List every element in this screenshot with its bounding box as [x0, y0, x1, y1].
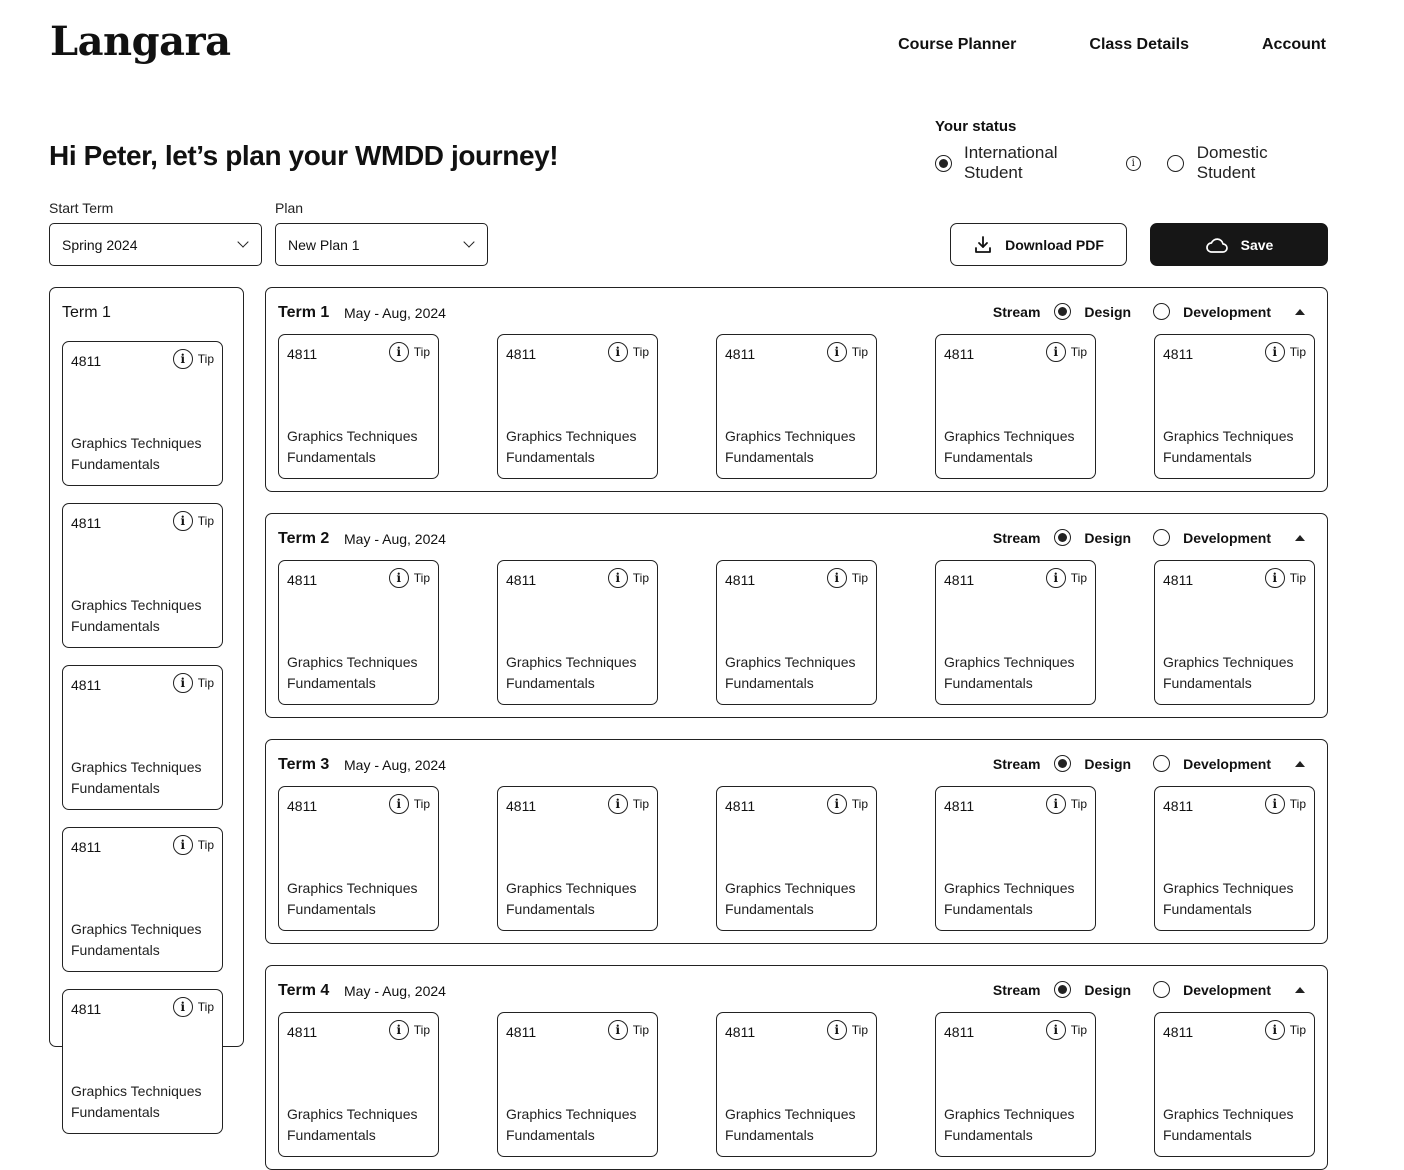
tip-button[interactable]	[1046, 568, 1087, 588]
course-name	[71, 433, 201, 475]
tip-button[interactable]	[608, 794, 649, 814]
term-panel	[265, 739, 1328, 944]
course-name-line: Graphics Techniques	[1163, 428, 1294, 444]
course-card[interactable]	[62, 503, 223, 648]
sidebar-title: Term 1	[62, 304, 111, 321]
nav-class-details[interactable]: Class Details	[1089, 36, 1189, 53]
course-card[interactable]	[497, 1012, 658, 1157]
start-term-value: Spring 2024	[62, 236, 138, 253]
course-card[interactable]	[716, 786, 877, 931]
course-name	[944, 426, 1074, 468]
course-card[interactable]	[278, 1012, 439, 1157]
course-code: 4811	[1163, 346, 1194, 362]
tip-label: Tip	[413, 345, 430, 359]
tip-label: Tip	[1070, 345, 1087, 359]
top-nav	[898, 36, 1326, 54]
course-name	[725, 1104, 855, 1146]
course-name-line: Graphics Techniques	[725, 654, 856, 670]
course-name-line: Fundamentals	[944, 675, 1033, 691]
term-dates: May - Aug, 2024	[344, 757, 446, 773]
course-name-line: Fundamentals	[944, 449, 1033, 465]
chevron-down-icon	[463, 236, 474, 247]
course-name-line: Fundamentals	[944, 1127, 1033, 1143]
course-name-line: Graphics Techniques	[725, 1106, 856, 1122]
course-name-line: Fundamentals	[944, 901, 1033, 917]
course-name-line: Fundamentals	[71, 780, 160, 796]
tip-label: Tip	[851, 797, 868, 811]
tip-label: Tip	[197, 676, 214, 690]
tip-label: Tip	[632, 571, 649, 585]
stream-design-label[interactable]: Design	[1084, 303, 1132, 320]
term-dates: May - Aug, 2024	[344, 983, 446, 999]
stream-selector	[993, 755, 1305, 772]
info-icon: i	[173, 511, 193, 531]
course-name	[506, 426, 636, 468]
course-name-line: Fundamentals	[287, 675, 376, 691]
info-icon: i	[1046, 794, 1066, 814]
course-card[interactable]	[1154, 334, 1315, 479]
stream-design-label[interactable]: Design	[1084, 755, 1132, 772]
course-name-line: Fundamentals	[287, 449, 376, 465]
course-code: 4811	[725, 572, 756, 588]
course-card[interactable]	[278, 560, 439, 705]
tip-button[interactable]	[827, 794, 868, 814]
term-title: Term 1	[278, 304, 330, 321]
stream-development-radio[interactable]	[1153, 303, 1170, 320]
download-icon	[973, 235, 993, 255]
course-name-line: Fundamentals	[725, 1127, 814, 1143]
term-title: Term 2	[278, 530, 330, 547]
info-icon: i	[827, 342, 847, 362]
course-name	[1163, 652, 1293, 694]
course-name-line: Fundamentals	[71, 1104, 160, 1120]
info-icon: i	[173, 349, 193, 369]
save-button[interactable]	[1150, 223, 1328, 266]
course-code: 4811	[1163, 798, 1194, 814]
tip-button[interactable]	[173, 835, 214, 855]
info-icon: i	[1046, 342, 1066, 362]
tip-button[interactable]	[1046, 1020, 1087, 1040]
course-code: 4811	[725, 1024, 756, 1040]
international-student-label[interactable]: International Student	[964, 143, 1058, 182]
course-name-line: Fundamentals	[506, 1127, 595, 1143]
course-code: 4811	[506, 798, 537, 814]
stream-development-label[interactable]: Development	[1183, 529, 1271, 546]
status-options	[935, 143, 1330, 183]
course-card[interactable]	[62, 665, 223, 810]
course-name-line: Graphics Techniques	[506, 1106, 637, 1122]
tip-button[interactable]	[827, 568, 868, 588]
info-icon: i	[389, 1020, 409, 1040]
course-code: 4811	[944, 572, 975, 588]
tip-label: Tip	[413, 571, 430, 585]
course-code: 4811	[1163, 1024, 1194, 1040]
stream-label: Stream	[992, 303, 1041, 320]
tip-label: Tip	[1289, 797, 1306, 811]
tip-button[interactable]	[608, 1020, 649, 1040]
info-icon: i	[608, 342, 628, 362]
tip-button[interactable]	[827, 342, 868, 362]
course-card[interactable]	[497, 334, 658, 479]
course-name	[1163, 878, 1293, 920]
stream-selector	[993, 303, 1305, 320]
info-icon[interactable]: i	[1126, 156, 1141, 171]
course-name-line: Graphics Techniques	[1163, 654, 1294, 670]
course-name	[287, 1104, 417, 1146]
info-icon: i	[608, 794, 628, 814]
sidebar-course-list	[49, 287, 244, 1120]
term-dates: May - Aug, 2024	[344, 531, 446, 547]
stream-development-radio[interactable]	[1153, 529, 1170, 546]
plan-value: New Plan 1	[288, 236, 360, 253]
tip-button[interactable]	[1265, 794, 1306, 814]
course-name	[287, 426, 417, 468]
page-title: Hi Peter, let’s plan your WMDD journey!	[49, 140, 559, 171]
course-card[interactable]	[716, 560, 877, 705]
info-icon: i	[827, 1020, 847, 1040]
tip-button[interactable]	[389, 342, 430, 362]
tip-label: Tip	[1289, 345, 1306, 359]
domestic-student-radio[interactable]	[1167, 155, 1184, 172]
course-code: 4811	[287, 346, 318, 362]
tip-label: Tip	[413, 1023, 430, 1037]
course-code: 4811	[944, 1024, 975, 1040]
stream-development-label[interactable]: Development	[1183, 755, 1271, 772]
course-name-line: Graphics Techniques	[725, 880, 856, 896]
start-term-label: Start Term	[49, 200, 114, 216]
course-code: 4811	[944, 346, 975, 362]
tip-label: Tip	[197, 514, 214, 528]
course-name-line: Fundamentals	[71, 942, 160, 958]
tip-button[interactable]	[173, 997, 214, 1017]
course-name	[71, 919, 201, 961]
stream-design-radio[interactable]	[1054, 981, 1071, 998]
course-name	[944, 652, 1074, 694]
info-icon: i	[389, 568, 409, 588]
tip-button[interactable]	[173, 673, 214, 693]
tip-button[interactable]	[173, 511, 214, 531]
download-pdf-label: Download PDF	[1005, 236, 1104, 253]
course-code: 4811	[506, 346, 537, 362]
course-code: 4811	[71, 677, 102, 693]
course-name-line: Graphics Techniques	[71, 597, 202, 613]
term-panel	[265, 287, 1328, 492]
tip-label: Tip	[632, 1023, 649, 1037]
download-pdf-button[interactable]	[950, 223, 1127, 266]
course-name	[506, 878, 636, 920]
tip-button[interactable]	[1046, 342, 1087, 362]
tip-label: Tip	[851, 1023, 868, 1037]
course-card[interactable]	[62, 341, 223, 486]
stream-design-radio[interactable]	[1054, 303, 1071, 320]
course-code: 4811	[506, 572, 537, 588]
course-name-line: Graphics Techniques	[287, 1106, 418, 1122]
stream-development-radio[interactable]	[1153, 981, 1170, 998]
course-name-line: Fundamentals	[71, 618, 160, 634]
stream-label: Stream	[992, 529, 1041, 546]
course-code: 4811	[725, 346, 756, 362]
term-panel	[265, 965, 1328, 1170]
chevron-down-icon	[237, 236, 248, 247]
course-name-line: Graphics Techniques	[71, 435, 202, 451]
course-card[interactable]	[278, 334, 439, 479]
start-term-select[interactable]	[49, 223, 262, 266]
collapse-caret-icon[interactable]	[1295, 987, 1305, 993]
course-name-line: Fundamentals	[725, 901, 814, 917]
domestic-student-label[interactable]: Domestic Student	[1196, 143, 1268, 182]
stream-design-radio[interactable]	[1054, 755, 1071, 772]
tip-button[interactable]	[389, 1020, 430, 1040]
course-name	[287, 878, 417, 920]
term-title: Term 4	[278, 982, 330, 999]
info-icon: i	[827, 794, 847, 814]
info-icon: i	[1265, 794, 1285, 814]
course-code: 4811	[506, 1024, 537, 1040]
course-name	[287, 652, 417, 694]
course-name	[71, 1081, 201, 1123]
course-name-line: Fundamentals	[506, 675, 595, 691]
tip-label: Tip	[632, 797, 649, 811]
course-name-line: Graphics Techniques	[944, 428, 1075, 444]
tip-button[interactable]	[173, 349, 214, 369]
course-name-line: Fundamentals	[1163, 675, 1252, 691]
plan-label: Plan	[275, 200, 304, 216]
course-name-line: Graphics Techniques	[287, 880, 418, 896]
tip-label: Tip	[197, 1000, 214, 1014]
course-name-line: Fundamentals	[1163, 1127, 1252, 1143]
course-name-line: Graphics Techniques	[944, 880, 1075, 896]
course-card[interactable]	[1154, 1012, 1315, 1157]
info-icon: i	[389, 794, 409, 814]
tip-label: Tip	[197, 352, 214, 366]
nav-account[interactable]: Account	[1262, 36, 1326, 53]
course-card[interactable]	[497, 786, 658, 931]
tip-button[interactable]	[608, 342, 649, 362]
tip-button[interactable]	[1265, 1020, 1306, 1040]
course-name	[506, 652, 636, 694]
course-code: 4811	[287, 798, 318, 814]
course-code: 4811	[1163, 572, 1194, 588]
course-code: 4811	[71, 515, 102, 531]
stream-label: Stream	[992, 755, 1041, 772]
course-name-line: Graphics Techniques	[287, 654, 418, 670]
course-card[interactable]	[935, 786, 1096, 931]
info-icon: i	[1046, 568, 1066, 588]
cloud-icon	[1205, 236, 1229, 254]
tip-label: Tip	[851, 345, 868, 359]
tip-button[interactable]	[1265, 342, 1306, 362]
collapse-caret-icon[interactable]	[1295, 309, 1305, 315]
course-name-line: Fundamentals	[287, 901, 376, 917]
course-code: 4811	[71, 353, 102, 369]
course-name-line: Fundamentals	[506, 901, 595, 917]
course-code: 4811	[71, 839, 102, 855]
course-name	[725, 878, 855, 920]
info-icon: i	[173, 997, 193, 1017]
status-selector	[935, 118, 1330, 183]
info-icon: i	[389, 342, 409, 362]
course-card[interactable]	[62, 827, 223, 972]
course-name-line: Graphics Techniques	[71, 759, 202, 775]
tip-label: Tip	[413, 797, 430, 811]
course-name-line: Fundamentals	[725, 449, 814, 465]
course-card[interactable]	[1154, 560, 1315, 705]
course-code: 4811	[71, 1001, 102, 1017]
course-card[interactable]	[716, 1012, 877, 1157]
tip-label: Tip	[632, 345, 649, 359]
tip-button[interactable]	[1265, 568, 1306, 588]
course-name-line: Graphics Techniques	[1163, 880, 1294, 896]
tip-button[interactable]	[827, 1020, 868, 1040]
collapse-caret-icon[interactable]	[1295, 535, 1305, 541]
course-name-line: Fundamentals	[71, 456, 160, 472]
course-card[interactable]	[935, 334, 1096, 479]
course-card[interactable]	[935, 1012, 1096, 1157]
tip-label: Tip	[1070, 1023, 1087, 1037]
course-name	[506, 1104, 636, 1146]
course-name-line: Fundamentals	[287, 1127, 376, 1143]
course-name	[1163, 426, 1293, 468]
course-name	[944, 1104, 1074, 1146]
tip-label: Tip	[851, 571, 868, 585]
info-icon: i	[827, 568, 847, 588]
international-student-radio[interactable]	[935, 155, 952, 172]
term-panel	[265, 513, 1328, 718]
course-name-line: Fundamentals	[1163, 901, 1252, 917]
langara-logo[interactable]: Langara	[50, 18, 231, 65]
course-name	[725, 652, 855, 694]
stream-development-radio[interactable]	[1153, 755, 1170, 772]
course-name-line: Graphics Techniques	[71, 921, 202, 937]
stream-label: Stream	[992, 981, 1041, 998]
stream-selector	[993, 981, 1305, 998]
tip-button[interactable]	[389, 568, 430, 588]
term-dates: May - Aug, 2024	[344, 305, 446, 321]
course-name	[1163, 1104, 1293, 1146]
stream-design-label[interactable]: Design	[1084, 981, 1132, 998]
save-label: Save	[1240, 236, 1274, 253]
info-icon: i	[608, 1020, 628, 1040]
stream-development-label[interactable]: Development	[1183, 303, 1271, 320]
info-icon: i	[1046, 1020, 1066, 1040]
course-code: 4811	[287, 572, 318, 588]
course-card[interactable]	[1154, 786, 1315, 931]
course-card[interactable]	[497, 560, 658, 705]
term-title: Term 3	[278, 756, 330, 773]
course-code: 4811	[944, 798, 975, 814]
stream-design-radio[interactable]	[1054, 529, 1071, 546]
course-name	[71, 595, 201, 637]
collapse-caret-icon[interactable]	[1295, 761, 1305, 767]
course-name-line: Graphics Techniques	[506, 654, 637, 670]
course-name-line: Graphics Techniques	[287, 428, 418, 444]
course-name-line: Graphics Techniques	[1163, 1106, 1294, 1122]
info-icon: i	[1265, 568, 1285, 588]
course-name-line: Fundamentals	[506, 449, 595, 465]
course-name-line: Graphics Techniques	[71, 1083, 202, 1099]
course-name	[71, 757, 201, 799]
info-icon: i	[608, 568, 628, 588]
stream-development-label[interactable]: Development	[1183, 981, 1271, 998]
course-name	[725, 426, 855, 468]
info-icon: i	[173, 835, 193, 855]
course-code: 4811	[287, 1024, 318, 1040]
course-name-line: Graphics Techniques	[506, 880, 637, 896]
stream-selector	[993, 529, 1305, 546]
tip-label: Tip	[1289, 571, 1306, 585]
course-name-line: Graphics Techniques	[506, 428, 637, 444]
course-name	[944, 878, 1074, 920]
tip-label: Tip	[1070, 797, 1087, 811]
tip-button[interactable]	[1046, 794, 1087, 814]
course-card[interactable]	[716, 334, 877, 479]
course-name-line: Fundamentals	[725, 675, 814, 691]
tip-label: Tip	[197, 838, 214, 852]
info-icon: i	[173, 673, 193, 693]
nav-course-planner[interactable]: Course Planner	[898, 36, 1017, 53]
status-title: Your status	[935, 118, 1017, 135]
tip-button[interactable]	[608, 568, 649, 588]
course-card[interactable]	[935, 560, 1096, 705]
course-name-line: Fundamentals	[1163, 449, 1252, 465]
course-name-line: Graphics Techniques	[944, 654, 1075, 670]
tip-label: Tip	[1070, 571, 1087, 585]
course-name-line: Graphics Techniques	[725, 428, 856, 444]
course-card[interactable]	[62, 989, 223, 1134]
info-icon: i	[1265, 342, 1285, 362]
stream-design-label[interactable]: Design	[1084, 529, 1132, 546]
course-name-line: Graphics Techniques	[944, 1106, 1075, 1122]
plan-select[interactable]	[275, 223, 488, 266]
course-card[interactable]	[278, 786, 439, 931]
info-icon: i	[1265, 1020, 1285, 1040]
tip-label: Tip	[1289, 1023, 1306, 1037]
course-code: 4811	[725, 798, 756, 814]
tip-button[interactable]	[389, 794, 430, 814]
